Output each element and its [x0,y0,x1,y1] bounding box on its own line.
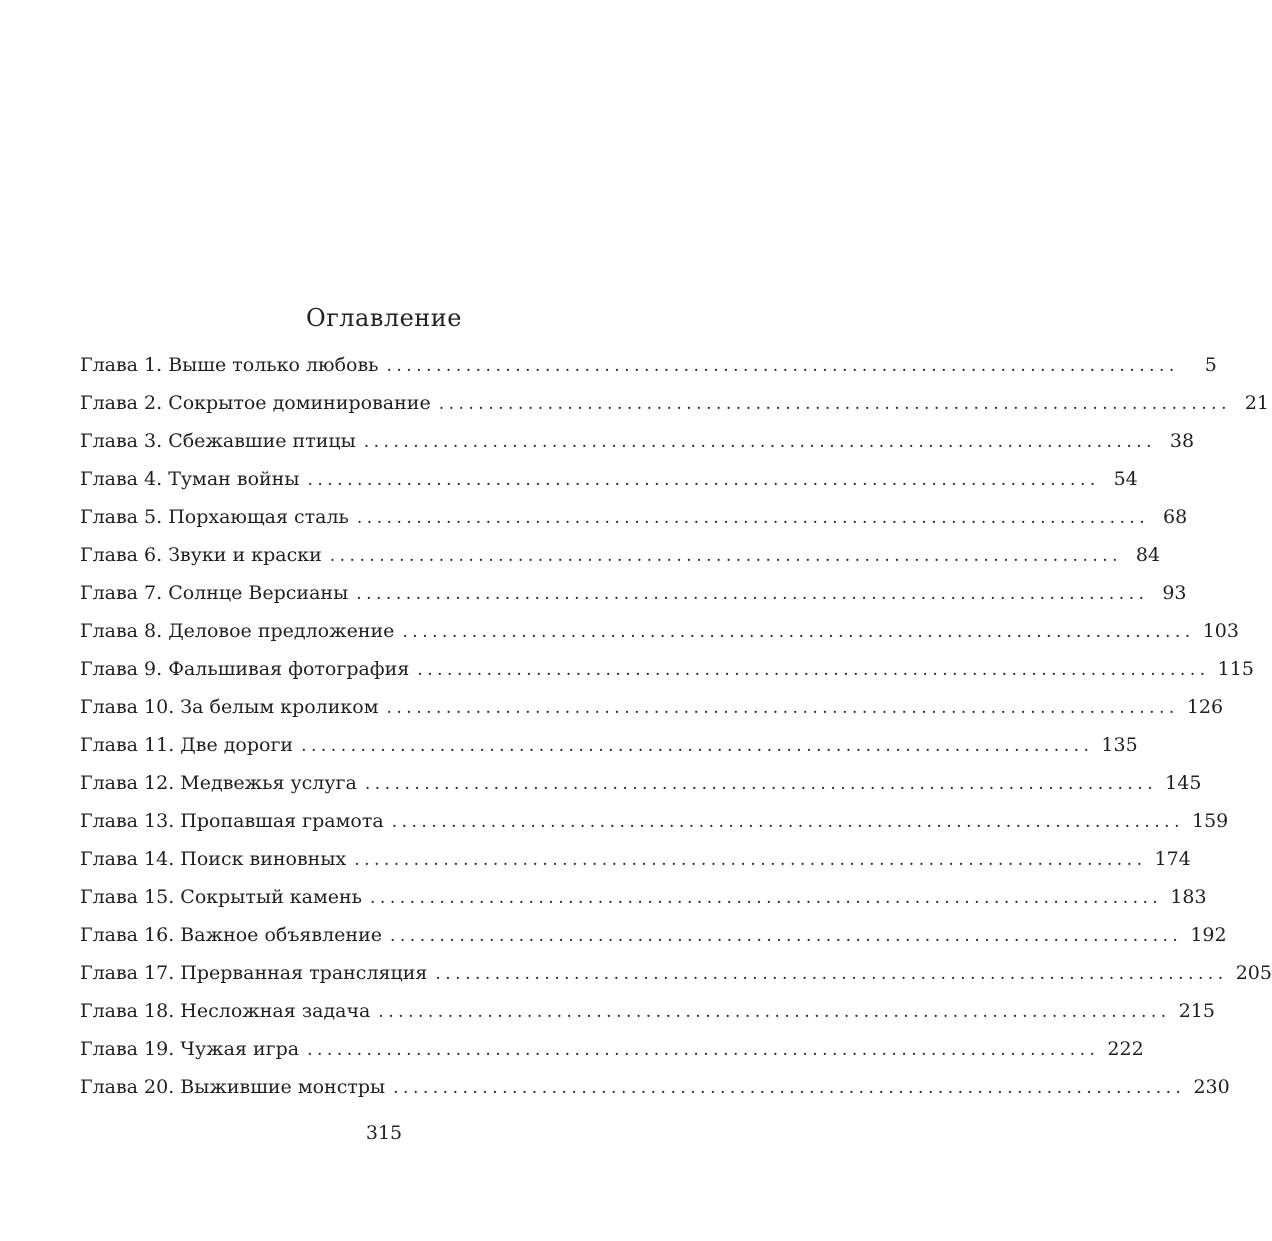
toc-entry-page: 126 [1186,696,1224,718]
toc-entry [80,954,1272,992]
toc-entry-page: 205 [1235,962,1272,984]
toc-entry-label: Глава 9. Фальшивая фотография [80,658,410,680]
toc-entry-page: 93 [1162,582,1187,604]
toc-entry-page: 5 [1204,354,1217,376]
toc-entry [80,498,1188,536]
toc-entry [80,878,1207,916]
toc-entry-page: 54 [1113,468,1138,490]
dot-leader: ................................................................................ [386,698,1179,718]
page-number: 315 [365,1122,403,1144]
toc-entry-label: Глава 18. Несложная задача [80,1000,371,1022]
toc-entry [80,384,1269,422]
toc-entry [80,916,1227,954]
dot-leader: ................................................................................ [438,394,1231,414]
dot-leader: ................................................................................ [386,356,1179,376]
toc-entry-label: Глава 7. Солнце Версианы [80,582,349,604]
toc-entry-label: Глава 20. Выжившие монстры [80,1076,386,1098]
dot-leader: ................................................................................ [370,888,1163,908]
toc-entry-label: Глава 6. Звуки и краски [80,544,322,566]
dot-leader: ................................................................................ [356,584,1149,604]
dot-leader: ................................................................................ [390,926,1183,946]
dot-leader: ................................................................................ [363,432,1157,452]
toc-entry-page: 183 [1170,886,1207,908]
toc-entry [80,536,1161,574]
toc-entry [80,650,1254,688]
toc-entry-label: Глава 11. Две дороги [80,734,294,756]
toc-entry-page: 21 [1244,392,1269,414]
toc-entry-label: Глава 15. Сокрытый камень [80,886,363,908]
dot-leader: ................................................................................ [329,546,1123,566]
toc-title: Оглавление [306,304,462,332]
dot-leader: ................................................................................ [391,812,1184,832]
toc-entry-page: 230 [1193,1076,1230,1098]
toc-entry-page: 115 [1217,658,1254,680]
dot-leader: ................................................................................ [435,964,1228,984]
dot-leader: ................................................................................ [393,1078,1186,1098]
toc-entry [80,726,1138,764]
toc-entry-page: 135 [1101,734,1138,756]
toc-entry [80,346,1217,384]
toc-entry-page: 215 [1178,1000,1215,1022]
toc-entry-page: 68 [1163,506,1188,528]
toc-entry [80,460,1138,498]
toc-entry-label: Глава 10. За белым кроликом [80,696,379,718]
dot-leader: ................................................................................ [307,470,1100,490]
toc-entry-page: 84 [1135,544,1161,566]
toc-entry-label: Глава 2. Сокрытое доминирование [80,392,431,414]
dot-leader: ................................................................................ [301,736,1094,756]
toc-entry-label: Глава 1. Выше только любовь [80,354,379,376]
toc-entry-page: 38 [1169,430,1195,452]
dot-leader: ................................................................................ [356,508,1150,528]
toc-entry [80,612,1239,650]
toc-entry-label: Глава 5. Порхающая сталь [80,506,349,528]
toc-entry-label: Глава 19. Чужая игра [80,1038,300,1060]
toc-list [80,346,1272,1106]
toc-entry-page: 192 [1190,924,1227,946]
toc-entry-label: Глава 16. Важное объявление [80,924,382,946]
toc-entry-label: Глава 12. Медвежья услуга [80,772,357,794]
toc-entry [80,802,1229,840]
dot-leader: ................................................................................ [364,774,1158,794]
toc-entry-page: 103 [1202,620,1239,642]
toc-entry [80,1068,1230,1106]
toc-entry-label: Глава 3. Сбежавшие птицы [80,430,356,452]
toc-entry-page: 222 [1107,1038,1144,1060]
toc-entry [80,422,1195,460]
toc-entry [80,1030,1144,1068]
toc-entry-label: Глава 8. Деловое предложение [80,620,395,642]
toc-entry [80,574,1187,612]
toc-entry [80,688,1224,726]
toc-entry-label: Глава 4. Туман войны [80,468,300,490]
toc-entry [80,992,1215,1030]
dot-leader: ................................................................................ [354,850,1147,870]
dot-leader: ................................................................................ [402,622,1195,642]
toc-entry-label: Глава 13. Пропавшая грамота [80,810,384,832]
toc-entry-label: Глава 14. Поиск виновных [80,848,347,870]
dot-leader: ................................................................................ [307,1040,1100,1060]
toc-entry-page: 159 [1192,810,1229,832]
toc-entry [80,840,1191,878]
toc-entry-page: 145 [1165,772,1202,794]
toc-entry-label: Глава 17. Прерванная трансляция [80,962,428,984]
dot-leader: ................................................................................ [378,1002,1171,1022]
toc-entry [80,764,1202,802]
dot-leader: ................................................................................ [417,660,1210,680]
toc-entry-page: 174 [1154,848,1191,870]
